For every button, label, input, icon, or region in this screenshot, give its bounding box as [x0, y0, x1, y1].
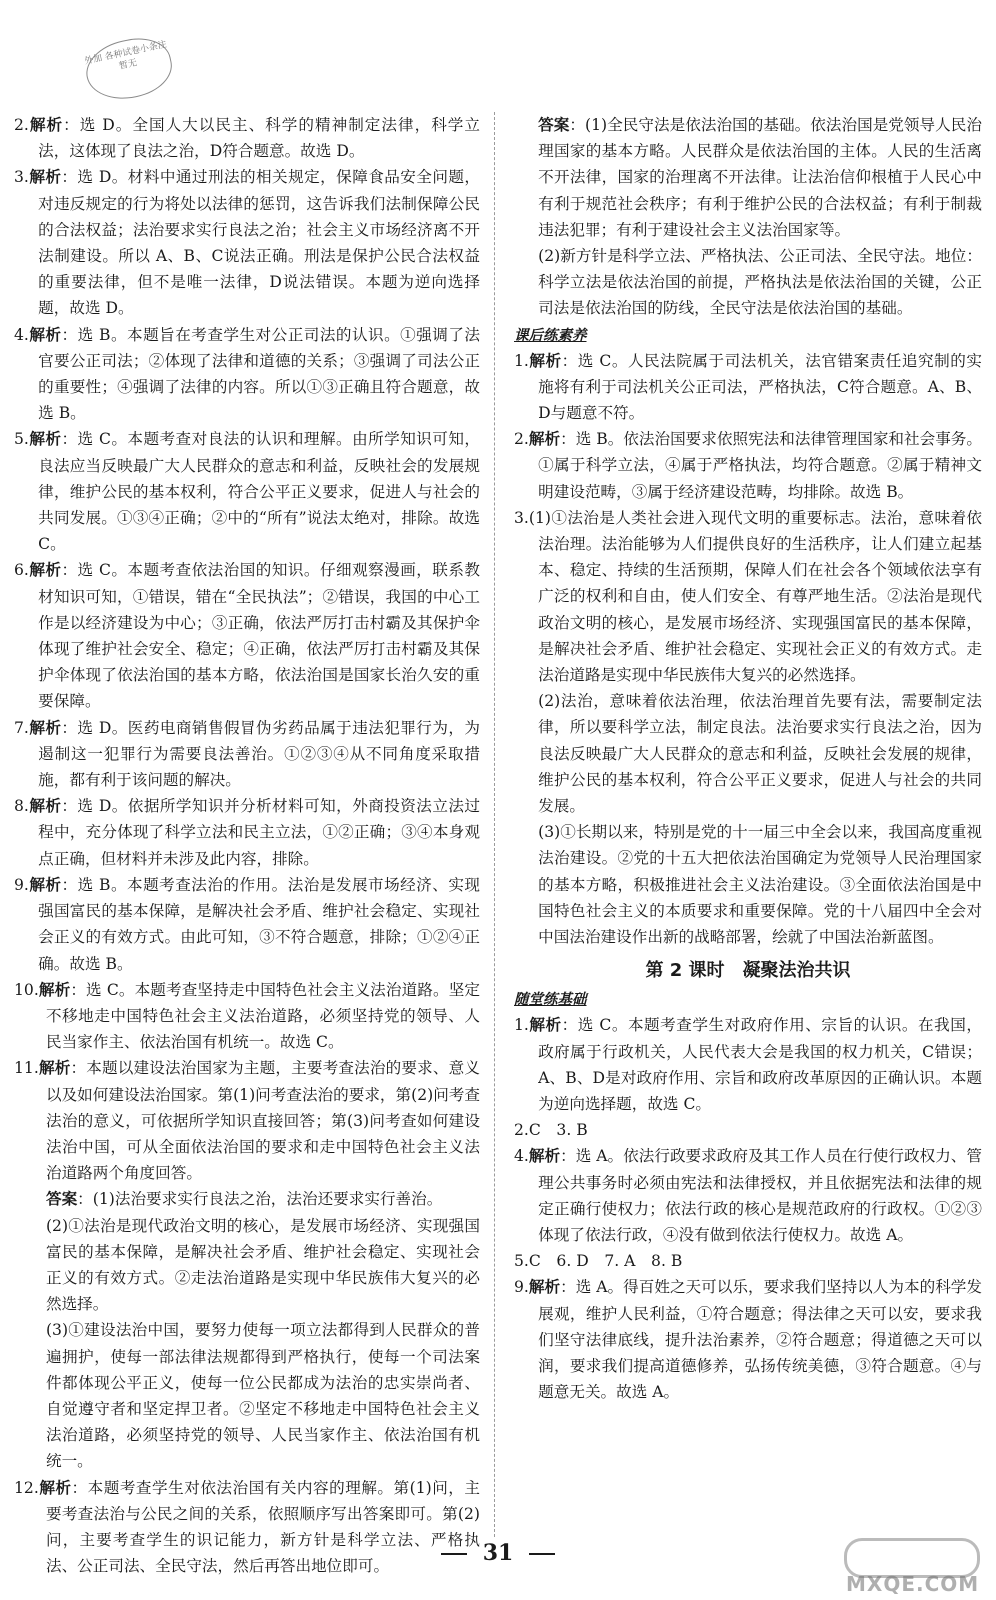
item-text: C 6. D 7. A 8. B — [528, 1252, 683, 1271]
item-number: 4. — [14, 325, 29, 344]
watermark-logo — [838, 1538, 988, 1594]
item-keyword: 解析 — [28, 560, 62, 580]
answer-paragraph — [14, 1186, 480, 1212]
answer-item — [514, 1143, 982, 1248]
answer-paragraph — [514, 243, 982, 322]
item-number: 7. — [14, 718, 29, 737]
answer-item — [14, 715, 480, 794]
answer-paragraph — [14, 1317, 480, 1474]
item-keyword: 解析 — [528, 1277, 561, 1297]
item-number: 9. — [14, 875, 29, 894]
right-column — [514, 112, 982, 1405]
answer-item — [14, 557, 480, 714]
item-number: 5. — [14, 430, 29, 449]
answer-item — [514, 1012, 982, 1117]
item-text: ：(1)全民守法是依法治国的基础。依法治国是党领导人民治理国家的基本方略。人民群众是依法治国的主体。人民的生活离不开法律，国家的治理离不开法律。让法治信仰根植于人民心中有利于规范社会秩序；有利于维护公民的合法权益；有利于制裁违法犯罪；有利于建设社会主义法治国家等。 — [538, 116, 982, 239]
answer-item — [14, 164, 480, 321]
item-text: ：选 C。人民法院属于司法机关，法官错案责任追究制的实施将有利于司法机关公正司法，严格执法，C符合题意。A、B、D与题意不符。 — [538, 351, 982, 423]
column-divider — [494, 112, 495, 1537]
item-keyword: 解析 — [28, 115, 64, 134]
left-column — [14, 112, 480, 1579]
item-keyword: 解析 — [528, 350, 562, 370]
item-keyword: 解析 — [38, 1058, 71, 1078]
item-text: ：选 B。本题旨在考查学生对公正司法的认识。①强调了法官要公正司法；②体现了法律和道德的关系；③强调了司法公正的重要性；④强调了法律的内容。所以①③正确且符合题意，故选 B。 — [38, 325, 480, 423]
item-keyword: 答案 — [538, 115, 570, 134]
item-keyword: 解析 — [28, 167, 62, 187]
answer-paragraph — [14, 1213, 480, 1318]
section-heading: 课后练素养 — [514, 327, 587, 344]
answer-item — [514, 505, 982, 688]
item-text: ：选 B。本题考查法治的作用。法治是发展市场经济、实现强国富民的基本保障，是解决社会矛盾、维护社会稳定、实现社会正义的有效方式。由此可知，③不符合题意，排除；①②④正确。故选 B。 — [38, 875, 480, 973]
item-number: 6. — [14, 561, 29, 580]
stamp-text: 外加 各种试卷小条注 暂无 — [83, 39, 168, 72]
item-keyword: 答案 — [45, 1189, 78, 1209]
item-number: 2. — [14, 116, 29, 134]
item-text: C 3. B — [528, 1121, 588, 1140]
answer-item — [514, 1248, 982, 1274]
dash-right — [529, 1553, 555, 1555]
answer-item — [14, 322, 480, 427]
item-text: (3)①建设法治中国，要努力使每一项立法都得到人民群众的普遍拥护，使每一部法律法规都得到严格执行，使每一个司法案件都体现公平正义，使每一位公民都成为法治的忠实崇尚者、自觉遵守者和坚定捍卫者。②坚定不移地走中国特色社会主义法治道路，必须坚持党的领导、人民当家作主、依法治国有机统一。 — [45, 1321, 480, 1471]
item-keyword: 解析 — [28, 324, 62, 344]
answer-item — [514, 426, 982, 505]
answer-item — [14, 793, 480, 872]
item-text: (1)①法治是人类社会进入现代文明的重要标志。法治，意味着依法治理。法治能够为人们提供良好的生活秩序，让人们建立起基本、稳定、持续的生活预期，保障人们在社会各个领域依法享有广泛的权利和自由，使人们安全、有尊严地生活。②法治是现代政治文明的核心，是发展市场经济、实现强国富民的基本保障，是解决社会矛盾、维护社会稳定、实现社会正义的有效方式。走法治道路是实现中华民族伟大复兴的必然选择。 — [528, 508, 982, 685]
answer-item — [14, 1055, 480, 1186]
item-text: (3)①长期以来，特别是党的十一届三中全会以来，我国高度重视法治建设。②党的十五大把依法治国确定为党领导人民治理国家的基本方略，积极推进社会主义法治建设。③全面依法治国是中国特色社会主义的本质要求和重要保障。党的十八届四中全会对中国法治建设作出新的战略部署，绘就了中国法治新蓝图。 — [538, 823, 982, 947]
item-number: 3. — [514, 508, 529, 527]
item-number: 9. — [514, 1278, 529, 1297]
item-number: 11. — [14, 1059, 39, 1078]
item-text: ：选 D。医药电商销售假冒伪劣药品属于违法犯罪行为，为遏制这一犯罪行为需要良法善治。①②③④从不同角度采取措施，都有利于该问题的解决。 — [38, 718, 480, 790]
item-keyword: 解析 — [28, 429, 62, 449]
item-text: ：选 A。依法行政要求政府及其工作人员在行使行政权力、管理公共事务时必须由宪法和法律授权，并且依据宪法和法律的规定正确行使权力；依法行政的核心是规范政府的行政权。①②③体现了依法行政，④没有做到依法行使权力。故选 A。 — [538, 1147, 982, 1244]
answer-paragraph — [514, 688, 982, 819]
answer-item — [14, 977, 480, 1056]
item-text: ：选 B。依法治国要求依照宪法和法律管理国家和社会事务。①属于科学立法，④属于严格执法，均符合题意。②属于精神文明建设范畴，③属于经济建设范畴，均排除。故选 B。 — [538, 430, 982, 501]
section-heading: 随堂练基础 — [514, 992, 587, 1009]
answer-item — [14, 426, 480, 557]
item-text: ：本题考查学生对依法治国有关内容的理解。第(1)问，主要考查法治与公民之间的关系，依照顺序写出答案即可。第(2)问，主要考查学生的识记能力，新方针是科学立法、严格执法、公正司法、全民守法，然后再答出地位即可。 — [45, 1478, 480, 1576]
item-text: (2)①法治是现代政治文明的核心，是发展市场经济、实现强国富民的基本保障，是解决社会矛盾、维护社会稳定、实现社会正义的有效方式。②走法治道路是实现中华民族伟大复兴的必然选择。 — [45, 1216, 480, 1314]
item-number: 5. — [514, 1252, 529, 1271]
item-number: 12. — [14, 1478, 39, 1497]
item-keyword: 解析 — [28, 874, 62, 894]
answer-paragraph — [514, 112, 982, 243]
lesson-title: 第 2 课时 凝聚法治共识 — [645, 960, 851, 982]
watermark-url: MXQE.COM — [846, 1572, 980, 1596]
item-number: 2. — [514, 430, 529, 449]
item-text: ：选 C。本题考查依法治国的知识。仔细观察漫画，联系教材知识可知，①错误，错在“全民执法”；②错误，我国的中心工作是以经济建设为中心；③正确，依法严厉打击村霸及其保护伞体现了维护社会安全、稳定；④正确，依法严厉打击村霸及其保护伞体现了依法治国的基本方略，依法治国是国家长治久安的重要保障。 — [38, 561, 480, 711]
item-keyword: 解析 — [528, 429, 561, 449]
item-text: ：选 D。全国人大以民主、科学的精神制定法律，科学立法，这体现了良法之治，D符合题意。故选 D。 — [38, 116, 480, 161]
page-stamp — [81, 32, 177, 107]
answer-item — [14, 872, 480, 977]
item-keyword: 解析 — [28, 796, 62, 816]
item-number: 10. — [14, 980, 39, 999]
answer-paragraph — [514, 819, 982, 950]
item-keyword: 解析 — [528, 1146, 561, 1166]
item-number: 3. — [14, 168, 29, 187]
item-number: 1. — [514, 1016, 529, 1035]
item-text: (2)新方针是科学立法、严格执法、公正司法、全民守法。地位：科学立法是依法治国的前提，严格执法是依法治国的关键，公正司法是依法治国的防线，全民守法是依法治国的基础。 — [538, 247, 982, 318]
item-text: ：选 D。依据所学知识并分析材料可知，外商投资法立法过程中，充分体现了科学立法和民主立法，①②正确；③④本身观点正确，但材料并未涉及此内容，排除。 — [38, 797, 480, 868]
item-text: ：选 C。本题考查坚持走中国特色社会主义法治道路。坚定不移地走中国特色社会主义法治道路，必须坚持党的领导、人民当家作主、依法治国有机统一。故选 C。 — [45, 980, 480, 1052]
item-text: (2)法治，意味着依法治理，依法治理首先要有法，需要制定法律，所以要科学立法，制定良法。法治要求实行良法之治，因为良法反映最广大人民群众的意志和利益，反映社会发展的规律，维护公民的基本权利，符合公平正义要求，促进人与社会的共同发展。 — [538, 692, 982, 816]
item-keyword: 解析 — [528, 1015, 562, 1035]
answer-item — [514, 348, 982, 427]
answer-item — [514, 1117, 982, 1143]
item-text: ：选 A。得百姓之天可以乐，要求我们坚持以人为本的科学发展观，维护人民利益，①符合题意；得法律之天可以安，要求我们坚守法律底线，提升法治素养，②符合题意；得道德之天可以润，要求我们提高道德修养，弘扬传统美德，③符合题意。④与题意无关。故选 A。 — [538, 1278, 982, 1402]
answer-item — [514, 1274, 982, 1405]
dash-left — [441, 1553, 467, 1555]
item-keyword: 解析 — [38, 1477, 72, 1497]
item-keyword: 解析 — [38, 979, 71, 999]
item-number: 8. — [14, 797, 29, 816]
item-text: ：选 D。材料中通过刑法的相关规定，保障食品安全问题，对违反规定的行为将处以法律的惩罚，这告诉我们法制保障公民的合法权益；法治要求实行良法之治；社会主义市场经济离不开法制建设。所以 A、B、C说法正确。刑法是保护公民合法权益的重要法律，但不是唯一法律，D说法错误。本题为逆向选择题，故选 D。 — [38, 168, 480, 318]
answer-item — [14, 112, 480, 164]
item-text: ：选 C。本题考查对良法的认识和理解。由所学知识可知，良法应当反映最广大人民群众的意志和利益，反映社会的发展规律，维护公民的基本权利，符合公平正义要求，促进人与社会的共同发展。①③④正确；②中的“所有”说法太绝对，排除。故选 C。 — [38, 430, 480, 554]
item-text: ：(1)法治要求实行良法之治，法治还要求实行善治。 — [77, 1190, 443, 1209]
item-text: ：选 C。本题考查学生对政府作用、宗旨的认识。在我国，政府属于行政机关，人民代表大会是我国的权力机关，C错误；A、B、D是对政府作用、宗旨和政府改革原因的正确认识。本题为逆向选择题，故选 C。 — [538, 1016, 982, 1113]
page-number-text: 31 — [482, 1540, 514, 1566]
item-number: 1. — [514, 351, 529, 370]
item-number: 4. — [514, 1147, 529, 1166]
item-text: ：本题以建设法治国家为主题，主要考查法治的要求、意义以及如何建设法治国家。第(1)问考查法治的要求，第(2)问考查法治的意义，可依据所学知识直接回答；第(3)问考查如何建设法治中国，可从全面依法治国的要求和走中国特色社会主义法治道路两个角度回答。 — [45, 1059, 480, 1183]
item-number: 2. — [514, 1121, 529, 1140]
item-keyword: 解析 — [28, 717, 62, 737]
